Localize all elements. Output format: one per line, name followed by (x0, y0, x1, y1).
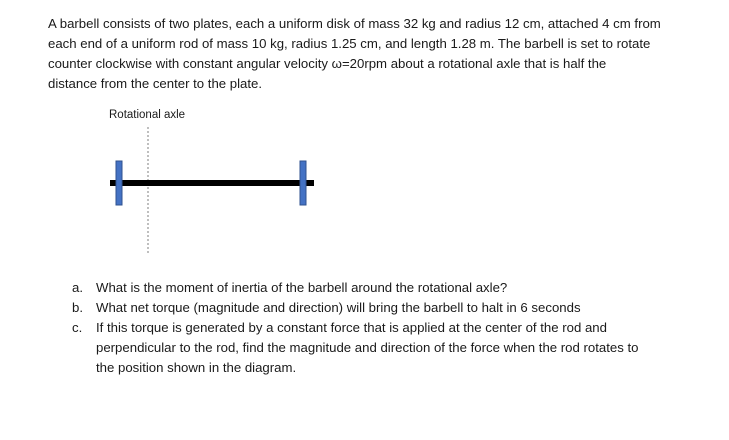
question-b (72, 298, 692, 318)
problem-statement (48, 14, 718, 94)
problem-line: A barbell consists of two plates, each a uniform disk of mass 32 kg and radius 12 cm, attached 4 cm from (48, 16, 661, 31)
question-line: the position shown in the diagram. (96, 360, 297, 375)
barbell-rod (110, 180, 314, 186)
question-text (96, 298, 692, 318)
question-c (72, 318, 692, 378)
problem-line: each end of a uniform rod of mass 10 kg, radius 1.25 cm, and length 1.28 m. The barbell is set to rotate (48, 36, 651, 51)
left-plate (116, 161, 122, 205)
question-line: What net torque (magnitude and direction) will bring the barbell to halt in 6 seconds (96, 300, 581, 315)
right-plate (300, 161, 306, 205)
question-marker: b. (72, 300, 83, 315)
question-list (72, 278, 692, 378)
question-text (96, 278, 692, 298)
question-line: What is the moment of inertia of the barbell around the rotational axle? (96, 280, 508, 295)
question-text (96, 318, 692, 378)
question-marker: a. (72, 280, 83, 295)
question-marker: c. (72, 320, 83, 335)
question-line: perpendicular to the rod, find the magnitude and direction of the force when the rod rotates to (96, 340, 639, 355)
problem-line: counter clockwise with constant angular velocity ω=20rpm about a rotational axle that is half the (48, 56, 607, 71)
question-a (72, 278, 692, 298)
axle-label: Rotational axle (109, 109, 186, 121)
problem-line: distance from the center to the plate. (48, 76, 263, 91)
question-line: If this torque is generated by a constant force that is applied at the center of the rod and (96, 320, 607, 335)
